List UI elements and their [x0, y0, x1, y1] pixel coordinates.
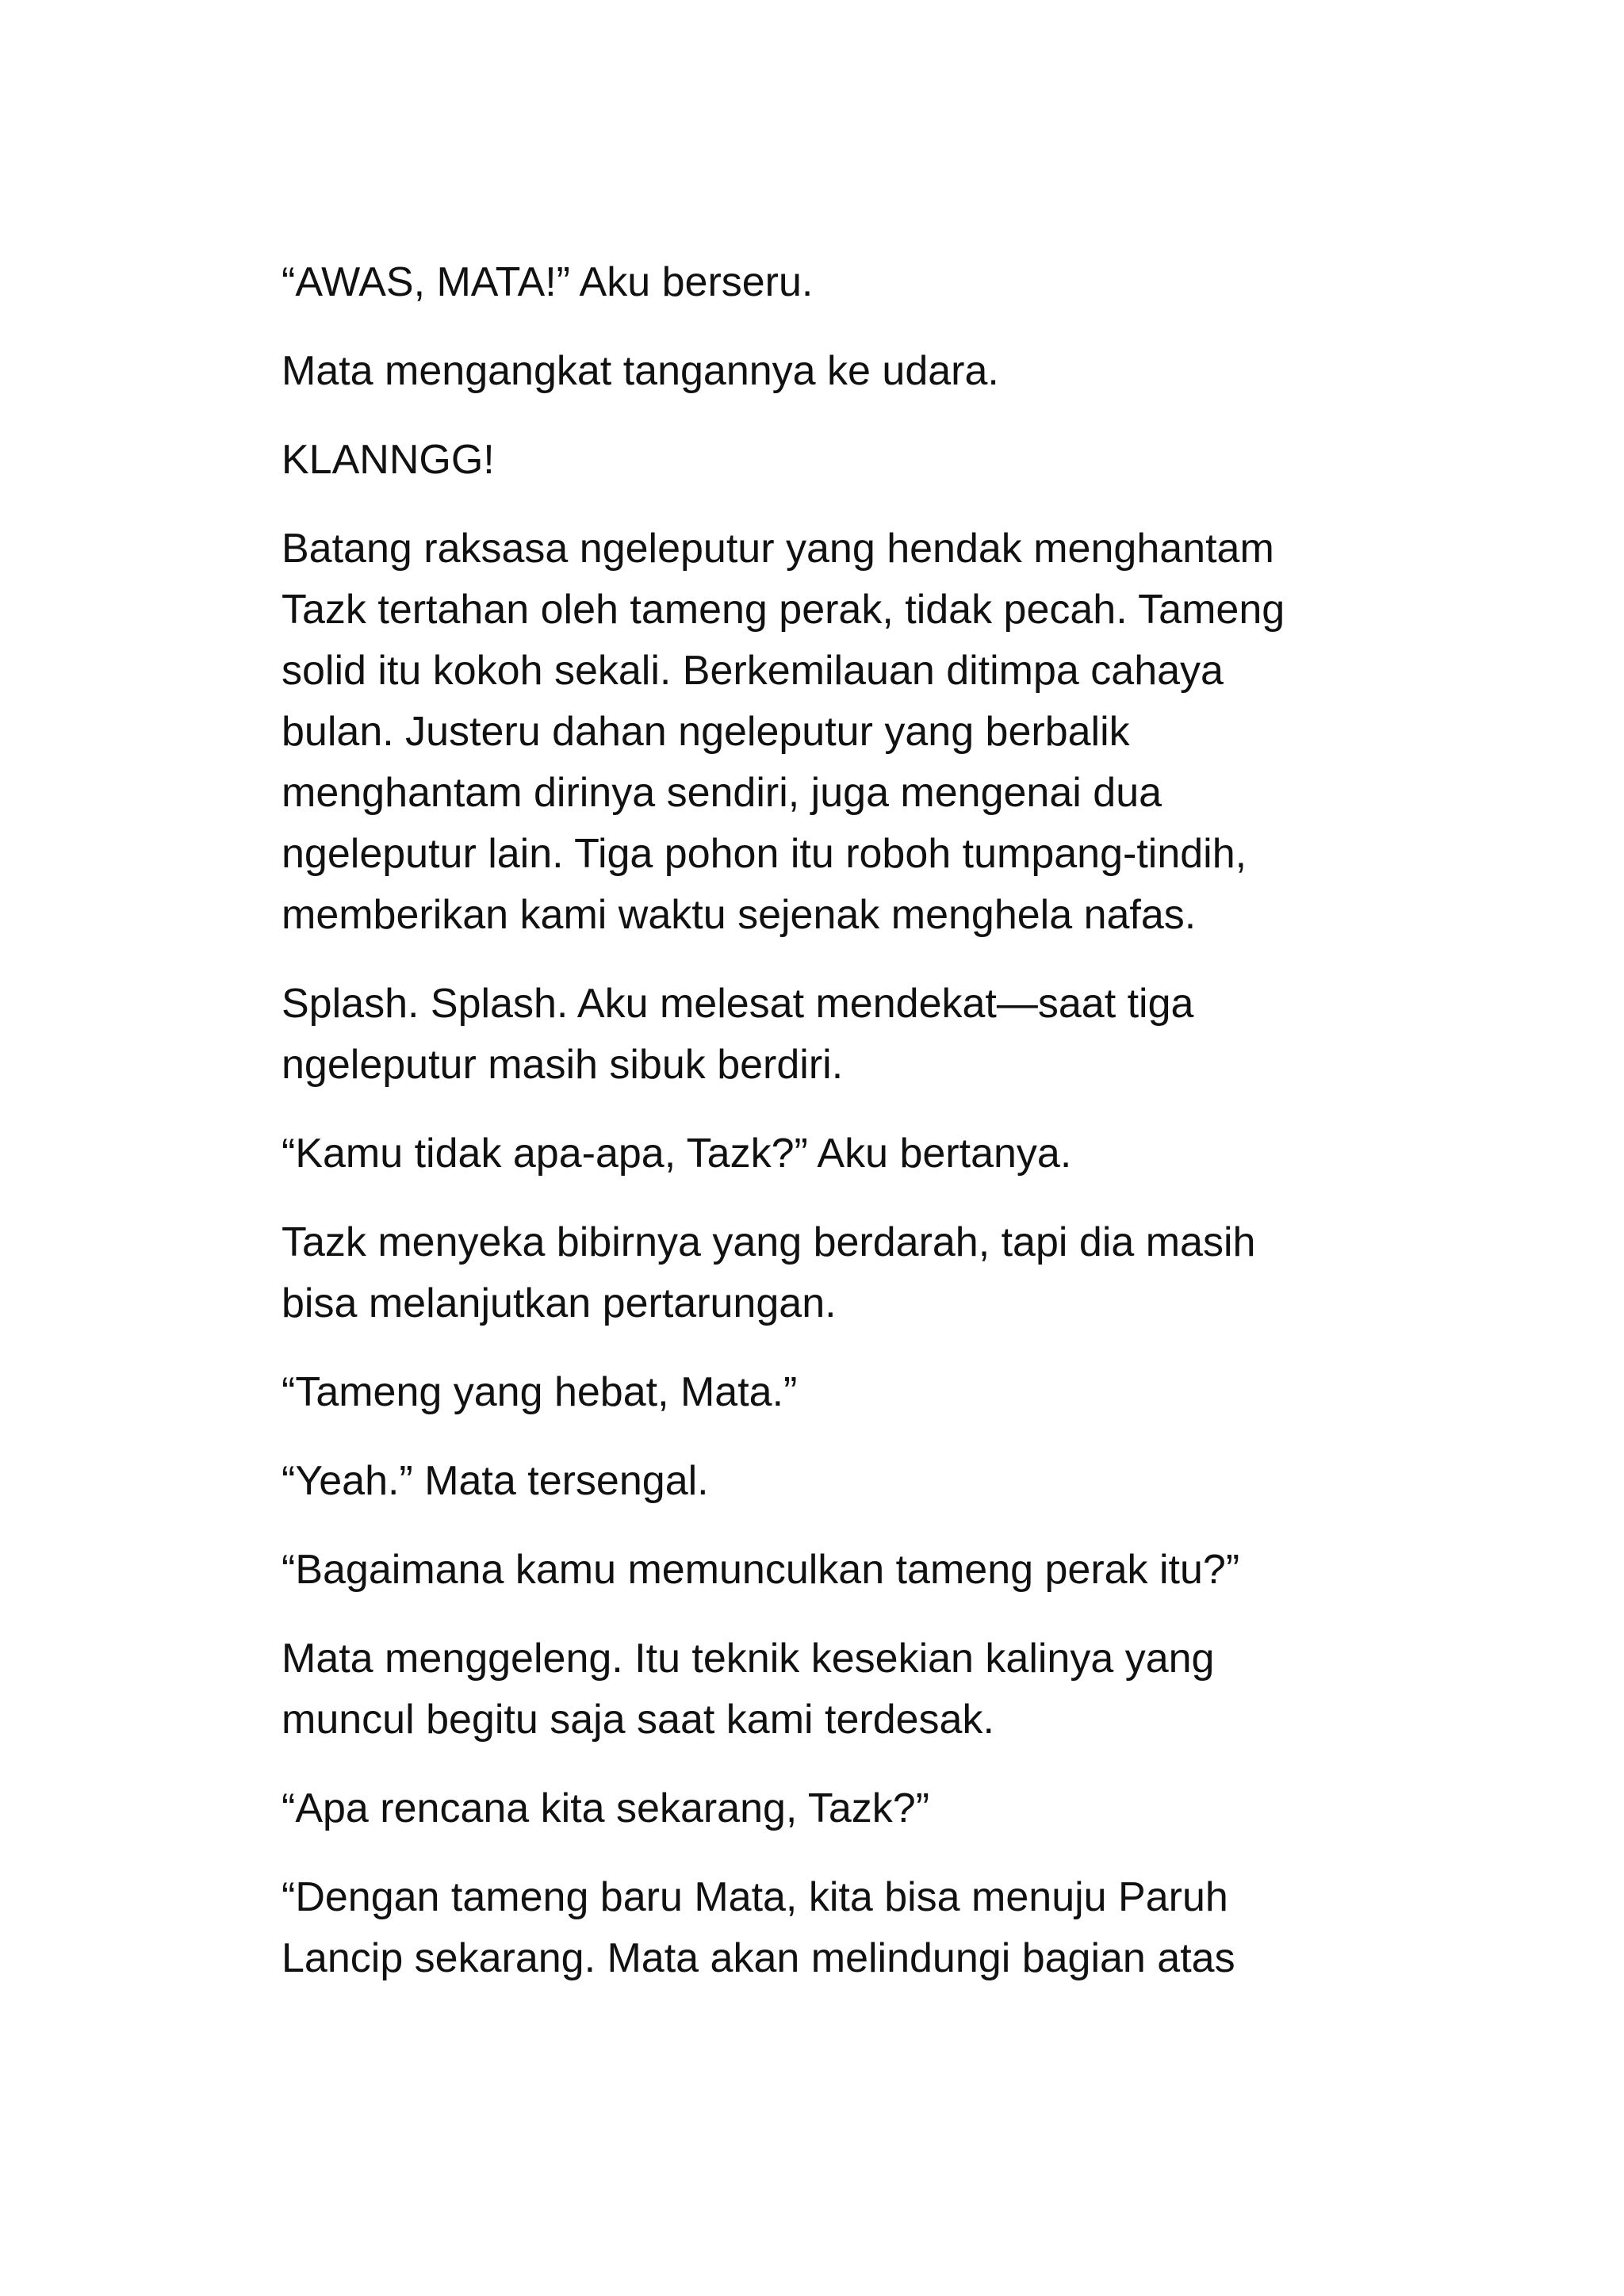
text-line: bulan. Justeru dahan ngeleputur yang berbalik [282, 709, 1130, 755]
paragraph [282, 1540, 1360, 1601]
text-line: muncul begitu saja saat kami terdesak. [282, 1697, 994, 1743]
text-line: “Kamu tidak apa-apa, Tazk?” Aku bertanya. [282, 1131, 1072, 1177]
text-line: “Bagaimana kamu memunculkan tameng perak itu?” [282, 1547, 1240, 1593]
text-line: memberikan kami waktu sejenak menghela nafas. [282, 892, 1197, 938]
paragraph [282, 1778, 1360, 1839]
paragraph [282, 1451, 1360, 1512]
text-line: Mata mengangkat tangannya ke udara. [282, 348, 999, 394]
paragraph [282, 1867, 1360, 1989]
text-line: “AWAS, MATA!” Aku berseru. [282, 259, 814, 305]
paragraph [282, 1362, 1360, 1423]
text-line: Tazk menyeka bibirnya yang berdarah, tapi dia masih [282, 1219, 1256, 1265]
paragraph [282, 341, 1360, 402]
text-line: solid itu kokoh sekali. Berkemilauan ditimpa cahaya [282, 648, 1224, 694]
text-line: ngeleputur lain. Tiga pohon itu roboh tumpang-tindih, [282, 831, 1247, 877]
paragraph [282, 519, 1360, 946]
text-line: menghantam dirinya sendiri, juga mengenai dua [282, 770, 1162, 816]
text-line: “Tameng yang hebat, Mata.” [282, 1369, 798, 1415]
text-line: “Apa rencana kita sekarang, Tazk?” [282, 1785, 930, 1831]
text-line: Lancip sekarang. Mata akan melindungi bagian atas [282, 1935, 1235, 1981]
text-line: “Dengan tameng baru Mata, kita bisa menuju Paruh [282, 1874, 1228, 1920]
text-line: Mata menggeleng. Itu teknik kesekian kalinya yang [282, 1636, 1215, 1682]
paragraph [282, 430, 1360, 491]
text-line: “Yeah.” Mata tersengal. [282, 1458, 709, 1504]
text-line: KLANNGG! [282, 437, 495, 483]
text-line: ngeleputur masih sibuk berdiri. [282, 1042, 844, 1088]
paragraph [282, 1212, 1360, 1334]
text-line: bisa melanjutkan pertarungan. [282, 1280, 837, 1326]
text-line: Batang raksasa ngeleputur yang hendak menghantam [282, 526, 1274, 572]
paragraph [282, 974, 1360, 1096]
paragraph [282, 1123, 1360, 1184]
document-body [282, 252, 1360, 2017]
paragraph [282, 252, 1360, 313]
paragraph [282, 1628, 1360, 1751]
text-line: Splash. Splash. Aku melesat mendekat—saat tiga [282, 981, 1194, 1027]
text-line: Tazk tertahan oleh tameng perak, tidak pecah. Tameng [282, 587, 1285, 633]
